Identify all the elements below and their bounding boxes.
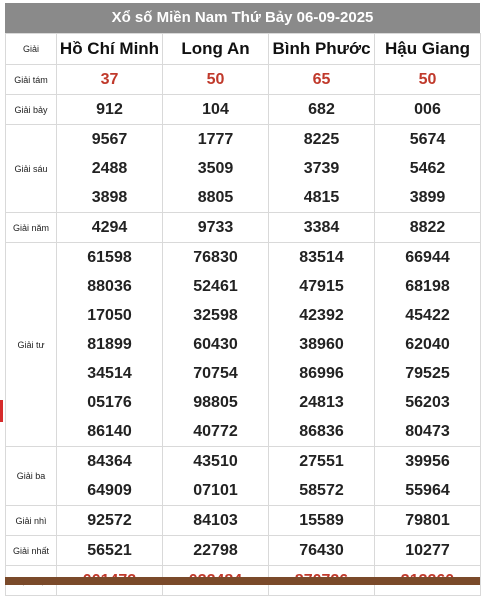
prize-cell xyxy=(57,536,163,566)
prize-number: 8822 xyxy=(409,219,446,236)
prize-cell xyxy=(375,213,481,243)
prize-row xyxy=(6,95,481,125)
prize-cell xyxy=(269,536,375,566)
prize-number: 61598 xyxy=(87,249,132,266)
prize-cell xyxy=(163,125,269,213)
prize-number: 4294 xyxy=(91,219,128,236)
prize-number: 83514 xyxy=(299,249,344,266)
prize-number: 5674 xyxy=(409,131,446,148)
prize-cell xyxy=(57,95,163,125)
prize-number: 80473 xyxy=(405,423,450,440)
prize-row xyxy=(6,213,481,243)
prize-number: 66944 xyxy=(405,249,450,266)
prize-number: 65 xyxy=(312,71,331,88)
results-body xyxy=(6,65,481,596)
prize-number: 88036 xyxy=(87,278,132,295)
prize-number: 682 xyxy=(308,101,335,118)
prize-number: 39956 xyxy=(405,453,450,470)
prize-number: 3509 xyxy=(197,160,234,177)
prize-cell xyxy=(269,447,375,506)
prize-row xyxy=(6,506,481,536)
prize-number: 9567 xyxy=(91,131,128,148)
prize-number: 79525 xyxy=(405,365,450,382)
prize-cell xyxy=(269,506,375,536)
province-header[interactable]: Long An xyxy=(163,34,269,65)
prize-number: 43510 xyxy=(193,453,238,470)
prize-cell xyxy=(57,243,163,447)
province-header[interactable]: Hồ Chí Minh xyxy=(57,34,163,65)
prize-cell xyxy=(269,213,375,243)
prize-label: Giải nhất xyxy=(6,536,57,566)
prize-number: 34514 xyxy=(87,365,132,382)
prize-number: 104 xyxy=(202,101,229,118)
prize-cell xyxy=(163,506,269,536)
prize-number: 006 xyxy=(414,101,441,118)
prize-number: 70754 xyxy=(193,365,238,382)
prize-number: 86140 xyxy=(87,423,132,440)
prize-cell xyxy=(163,243,269,447)
prize-number: 38960 xyxy=(299,336,344,353)
prize-number: 84364 xyxy=(87,453,132,470)
prize-number: 55964 xyxy=(405,482,450,499)
prize-number: 40772 xyxy=(193,423,238,440)
prize-number: 15589 xyxy=(299,512,344,529)
prize-label: Giải nhì xyxy=(6,506,57,536)
prize-cell xyxy=(375,95,481,125)
prize-number: 60430 xyxy=(193,336,238,353)
prize-row xyxy=(6,536,481,566)
side-marker xyxy=(0,400,3,422)
prize-number: 10277 xyxy=(405,542,450,559)
prize-number: 24813 xyxy=(299,394,344,411)
prize-label: Giải tám xyxy=(6,65,57,95)
prize-label: Giải bảy xyxy=(6,95,57,125)
prize-cell xyxy=(57,65,163,95)
prize-cell xyxy=(375,536,481,566)
prize-number: 81899 xyxy=(87,336,132,353)
prize-number: 45422 xyxy=(405,307,450,324)
prize-cell xyxy=(269,95,375,125)
prize-number: 84103 xyxy=(193,512,238,529)
prize-number: 5462 xyxy=(409,160,446,177)
prize-number: 3739 xyxy=(303,160,340,177)
prize-cell xyxy=(375,447,481,506)
prize-number: 912 xyxy=(96,101,123,118)
prize-number: 86836 xyxy=(299,423,344,440)
prize-number: 17050 xyxy=(87,307,132,324)
prize-number: 56203 xyxy=(405,394,450,411)
prize-label: Giải tư xyxy=(6,243,57,447)
prize-number: 50 xyxy=(206,71,225,88)
prize-cell xyxy=(375,506,481,536)
prize-number: 64909 xyxy=(87,482,132,499)
results-table xyxy=(5,33,481,596)
prize-number: 76830 xyxy=(193,249,238,266)
footer-bar xyxy=(5,577,480,585)
prize-cell xyxy=(269,243,375,447)
prize-cell xyxy=(269,65,375,95)
prize-number: 62040 xyxy=(405,336,450,353)
prize-number: 05176 xyxy=(87,394,132,411)
prize-number: 22798 xyxy=(193,542,238,559)
header-row xyxy=(6,34,481,65)
prize-number: 4815 xyxy=(303,189,340,206)
prize-number: 3899 xyxy=(409,189,446,206)
prize-number: 32598 xyxy=(193,307,238,324)
prize-number: 68198 xyxy=(405,278,450,295)
prize-column-header: Giải xyxy=(6,34,57,65)
prize-number: 76430 xyxy=(299,542,344,559)
prize-number: 98805 xyxy=(193,394,238,411)
province-header[interactable]: Bình Phước xyxy=(269,34,375,65)
prize-number: 27551 xyxy=(299,453,344,470)
prize-row xyxy=(6,65,481,95)
prize-number: 8805 xyxy=(197,189,234,206)
prize-number: 79801 xyxy=(405,512,450,529)
prize-number: 3898 xyxy=(91,189,128,206)
results-panel xyxy=(5,3,480,596)
prize-cell xyxy=(163,65,269,95)
prize-label: Giải ba xyxy=(6,447,57,506)
prize-label: Giải năm xyxy=(6,213,57,243)
prize-row xyxy=(6,243,481,447)
prize-cell xyxy=(57,125,163,213)
prize-number: 07101 xyxy=(193,482,238,499)
prize-number: 86996 xyxy=(299,365,344,382)
prize-cell xyxy=(57,213,163,243)
prize-cell xyxy=(375,243,481,447)
prize-cell xyxy=(57,447,163,506)
prize-cell xyxy=(269,125,375,213)
prize-row xyxy=(6,125,481,213)
province-header[interactable]: Hậu Giang xyxy=(375,34,481,65)
prize-number: 1777 xyxy=(197,131,234,148)
prize-cell xyxy=(163,213,269,243)
prize-cell xyxy=(375,65,481,95)
prize-number: 47915 xyxy=(299,278,344,295)
prize-number: 9733 xyxy=(197,219,234,236)
prize-row xyxy=(6,447,481,506)
prize-number: 8225 xyxy=(303,131,340,148)
prize-number: 3384 xyxy=(303,219,340,236)
prize-cell xyxy=(163,447,269,506)
prize-number: 58572 xyxy=(299,482,344,499)
prize-number: 56521 xyxy=(87,542,132,559)
prize-number: 42392 xyxy=(299,307,344,324)
prize-number: 2488 xyxy=(91,160,128,177)
prize-label: Giải sáu xyxy=(6,125,57,213)
prize-cell xyxy=(163,536,269,566)
prize-cell xyxy=(375,125,481,213)
prize-cell xyxy=(163,95,269,125)
prize-number: 37 xyxy=(100,71,119,88)
prize-number: 50 xyxy=(418,71,437,88)
prize-cell xyxy=(57,506,163,536)
prize-number: 52461 xyxy=(193,278,238,295)
prize-number: 92572 xyxy=(87,512,132,529)
page-title: Xổ số Miền Nam Thứ Bảy 06-09-2025 xyxy=(5,3,480,33)
